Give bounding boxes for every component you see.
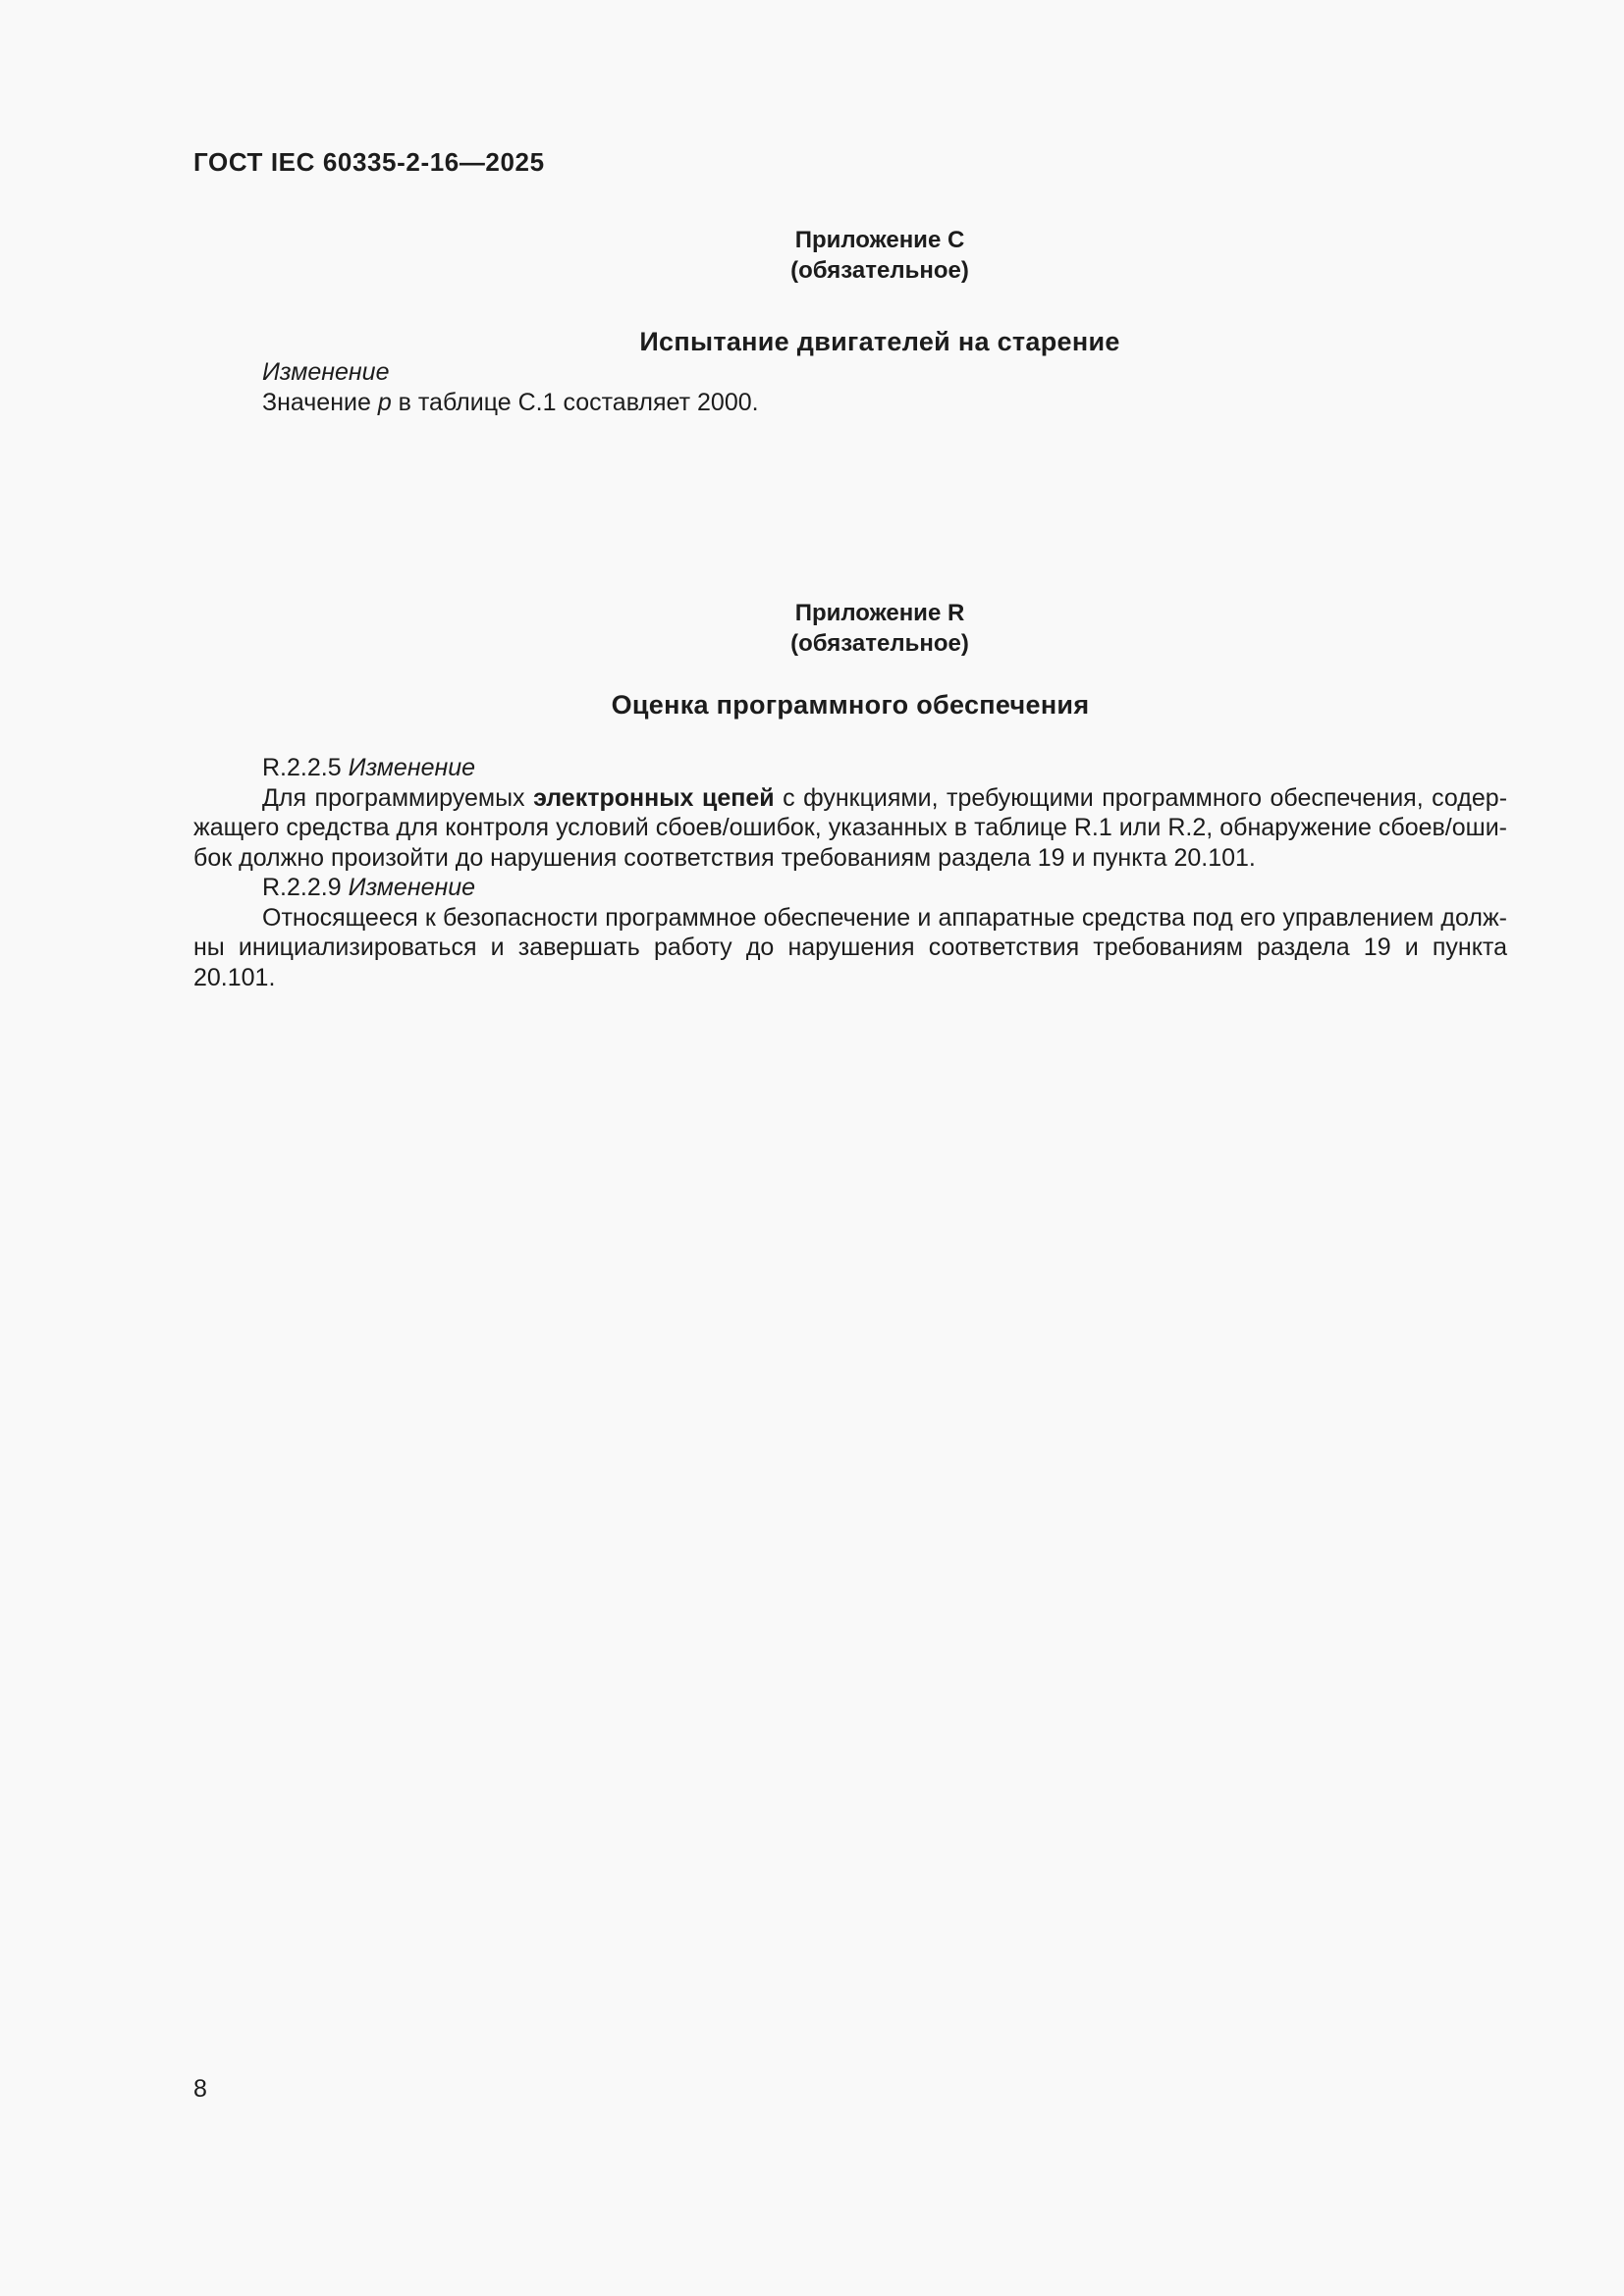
annex-c-text-after: в таблице С.1 составляет 2000. [391, 388, 759, 416]
clause-r225-number: R.2.2.5 [262, 754, 349, 781]
annex-c-text-before: Значение [262, 388, 378, 416]
clause-r229-label: Изменение [348, 874, 476, 901]
clause-r225-line [193, 753, 1507, 783]
annex-r-status: (обязательное) [790, 630, 969, 657]
clause-r225-paragraph [193, 783, 1507, 874]
clause-r225-label: Изменение [348, 754, 476, 781]
clause-r229-number: R.2.2.9 [262, 874, 349, 901]
annex-r-title: Приложение R [794, 600, 965, 626]
annex-c-title-block [193, 225, 1507, 286]
page-number: 8 [193, 2075, 207, 2103]
annex-c-change-label: Изменение [262, 358, 390, 386]
annex-c-status: (обязательное) [790, 257, 969, 284]
annex-r-body [193, 753, 1507, 992]
annex-c-title: Приложение С [794, 227, 965, 253]
clause-r225-text-start: Для программируемых [262, 783, 534, 812]
annex-c-variable: p [377, 388, 392, 416]
annex-r-heading: Оценка программного обеспечения [611, 690, 1090, 720]
clause-r225-text-end: с функциями, требующими программного обеспечения, содержащего средства для контроля условий сбоев/ошибок, указанных в таблице R.1 или R.2, обнаружение сбоев/ошибок должно произойти до нарушения соответствия требованиям раздела 19 и пункта 20.101. [193, 783, 1508, 872]
annex-c-body [193, 357, 1507, 417]
clause-r229-line [193, 873, 1507, 903]
annex-c-paragraph [193, 388, 1507, 418]
clause-r229-paragraph: Относящееся к безопасности программное обеспечение и аппаратные средства под его управлением должны инициализироваться и завершать работу до нарушения соответствия требованиям раздела 19 и пункта 20.101. [193, 903, 1507, 991]
annex-r-title-block [193, 598, 1507, 659]
annex-r-heading-block [193, 690, 1507, 721]
clause-r225-bold-term: электронных цепей [533, 783, 775, 812]
standard-header: ГОСТ IEC 60335-2-16—2025 [193, 147, 545, 177]
annex-c-heading-block [193, 327, 1507, 357]
annex-c-heading: Испытание двигателей на старение [639, 327, 1120, 356]
